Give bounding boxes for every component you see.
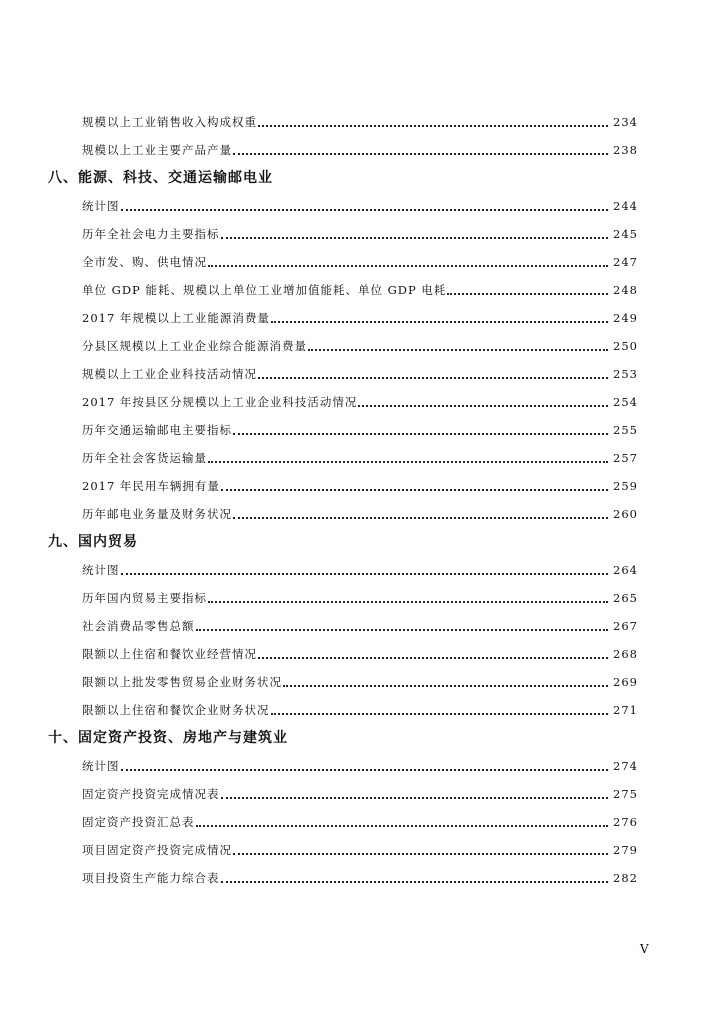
entry-page-number: 275 (611, 780, 638, 808)
section-title: 八、能源、科技、交通运输邮电业 (48, 170, 273, 186)
entry-title: 2017 年按县区分规模以上工业企业科技活动情况 (82, 395, 358, 409)
toc-entry[interactable] (0, 472, 724, 500)
toc-entry[interactable] (0, 388, 724, 416)
toc-entry[interactable] (0, 640, 724, 668)
dot-leader (221, 880, 609, 883)
toc-entry[interactable] (0, 864, 724, 892)
toc-entry[interactable] (0, 192, 724, 220)
toc-entry[interactable] (0, 332, 724, 360)
entry-page-number: 265 (611, 584, 638, 612)
entry-title: 2017 年规模以上工业能源消费量 (82, 311, 270, 325)
entry-title: 固定资产投资汇总表 (82, 815, 195, 829)
entry-title: 历年国内贸易主要指标 (82, 591, 207, 605)
entry-title: 历年邮电业务量及财务状况 (82, 507, 232, 521)
entry-page-number: 247 (611, 248, 638, 276)
entry-title: 全市发、购、供电情况 (82, 255, 207, 269)
entry-title: 单位 GDP 能耗、规模以上单位工业增加值能耗、单位 GDP 电耗 (82, 283, 447, 297)
entry-title: 规模以上工业销售收入构成权重 (82, 115, 257, 129)
entry-page-number: 276 (611, 808, 638, 836)
toc-entry[interactable] (0, 612, 724, 640)
dot-leader (121, 208, 609, 211)
entry-page-number: 267 (611, 612, 638, 640)
toc-entry[interactable] (0, 304, 724, 332)
entry-title: 规模以上工业主要产品产量 (82, 143, 232, 157)
toc-entry[interactable] (0, 248, 724, 276)
entry-title: 社会消费品零售总额 (82, 619, 195, 633)
entry-page-number: 260 (611, 500, 638, 528)
dot-leader (221, 236, 609, 239)
entry-title: 统计图 (82, 759, 120, 773)
entry-title: 历年交通运输邮电主要指标 (82, 423, 232, 437)
dot-leader (121, 572, 609, 575)
entry-page-number: 234 (611, 108, 638, 136)
toc-section-heading (0, 724, 724, 752)
dot-leader (208, 600, 608, 603)
dot-leader (308, 348, 608, 351)
entry-title: 项目固定资产投资完成情况 (82, 843, 232, 857)
dot-leader (233, 516, 608, 519)
entry-title: 规模以上工业企业科技活动情况 (82, 367, 257, 381)
entry-page-number: 245 (611, 220, 638, 248)
entry-page-number: 279 (611, 836, 638, 864)
entry-page-number: 238 (611, 136, 638, 164)
dot-leader (258, 124, 608, 127)
entry-page-number: 248 (611, 276, 638, 304)
toc-entry[interactable] (0, 780, 724, 808)
dot-leader (233, 432, 608, 435)
dot-leader (447, 292, 608, 295)
dot-leader (208, 264, 608, 267)
entry-page-number: 268 (611, 640, 638, 668)
toc-entry[interactable] (0, 136, 724, 164)
entry-page-number: 255 (611, 416, 638, 444)
toc-entry[interactable] (0, 584, 724, 612)
toc-entry[interactable] (0, 668, 724, 696)
entry-title: 固定资产投资完成情况表 (82, 787, 220, 801)
entry-page-number: 253 (611, 360, 638, 388)
section-title: 九、国内贸易 (48, 534, 138, 550)
toc-entry[interactable] (0, 360, 724, 388)
dot-leader (233, 852, 608, 855)
dot-leader (196, 824, 609, 827)
entry-page-number: 244 (611, 192, 638, 220)
toc-entry[interactable] (0, 752, 724, 780)
entry-page-number: 259 (611, 472, 638, 500)
entry-title: 限额以上住宿和餐饮企业财务状况 (82, 703, 270, 717)
entry-title: 统计图 (82, 563, 120, 577)
entry-page-number: 254 (611, 388, 638, 416)
entry-title: 分县区规模以上工业企业综合能源消费量 (82, 339, 307, 353)
entry-title: 限额以上批发零售贸易企业财务状况 (82, 675, 282, 689)
entry-title: 统计图 (82, 199, 120, 213)
toc-section-heading (0, 164, 724, 192)
toc-entry[interactable] (0, 808, 724, 836)
entry-title: 项目投资生产能力综合表 (82, 871, 220, 885)
entry-page-number: 264 (611, 556, 638, 584)
dot-leader (121, 768, 609, 771)
dot-leader (271, 320, 608, 323)
dot-leader (271, 712, 609, 715)
page-number: V (640, 942, 649, 956)
entry-page-number: 269 (611, 668, 638, 696)
toc-entry[interactable] (0, 108, 724, 136)
entry-page-number: 282 (611, 864, 638, 892)
dot-leader (221, 488, 608, 491)
entry-title: 2017 年民用车辆拥有量 (82, 479, 220, 493)
dot-leader (258, 656, 608, 659)
entry-title: 历年全社会客货运输量 (82, 451, 207, 465)
dot-leader (208, 460, 608, 463)
entry-page-number: 274 (611, 752, 638, 780)
toc-entry[interactable] (0, 220, 724, 248)
entry-title: 限额以上住宿和餐饮业经营情况 (82, 647, 257, 661)
toc-entry[interactable] (0, 416, 724, 444)
dot-leader (196, 628, 609, 631)
dot-leader (233, 152, 608, 155)
toc-entry[interactable] (0, 444, 724, 472)
section-title: 十、固定资产投资、房地产与建筑业 (48, 730, 288, 746)
dot-leader (358, 404, 608, 407)
dot-leader (258, 376, 608, 379)
entry-page-number: 250 (611, 332, 638, 360)
toc-entry[interactable] (0, 500, 724, 528)
entry-page-number: 257 (611, 444, 638, 472)
toc-section-heading (0, 528, 724, 556)
entry-title: 历年全社会电力主要指标 (82, 227, 220, 241)
toc-entry[interactable] (0, 696, 724, 724)
table-of-contents (0, 108, 724, 892)
entry-page-number: 271 (611, 696, 638, 724)
entry-page-number: 249 (611, 304, 638, 332)
toc-entry[interactable] (0, 836, 724, 864)
dot-leader (283, 684, 608, 687)
dot-leader (221, 796, 609, 799)
toc-entry[interactable] (0, 556, 724, 584)
toc-entry[interactable] (0, 276, 724, 304)
